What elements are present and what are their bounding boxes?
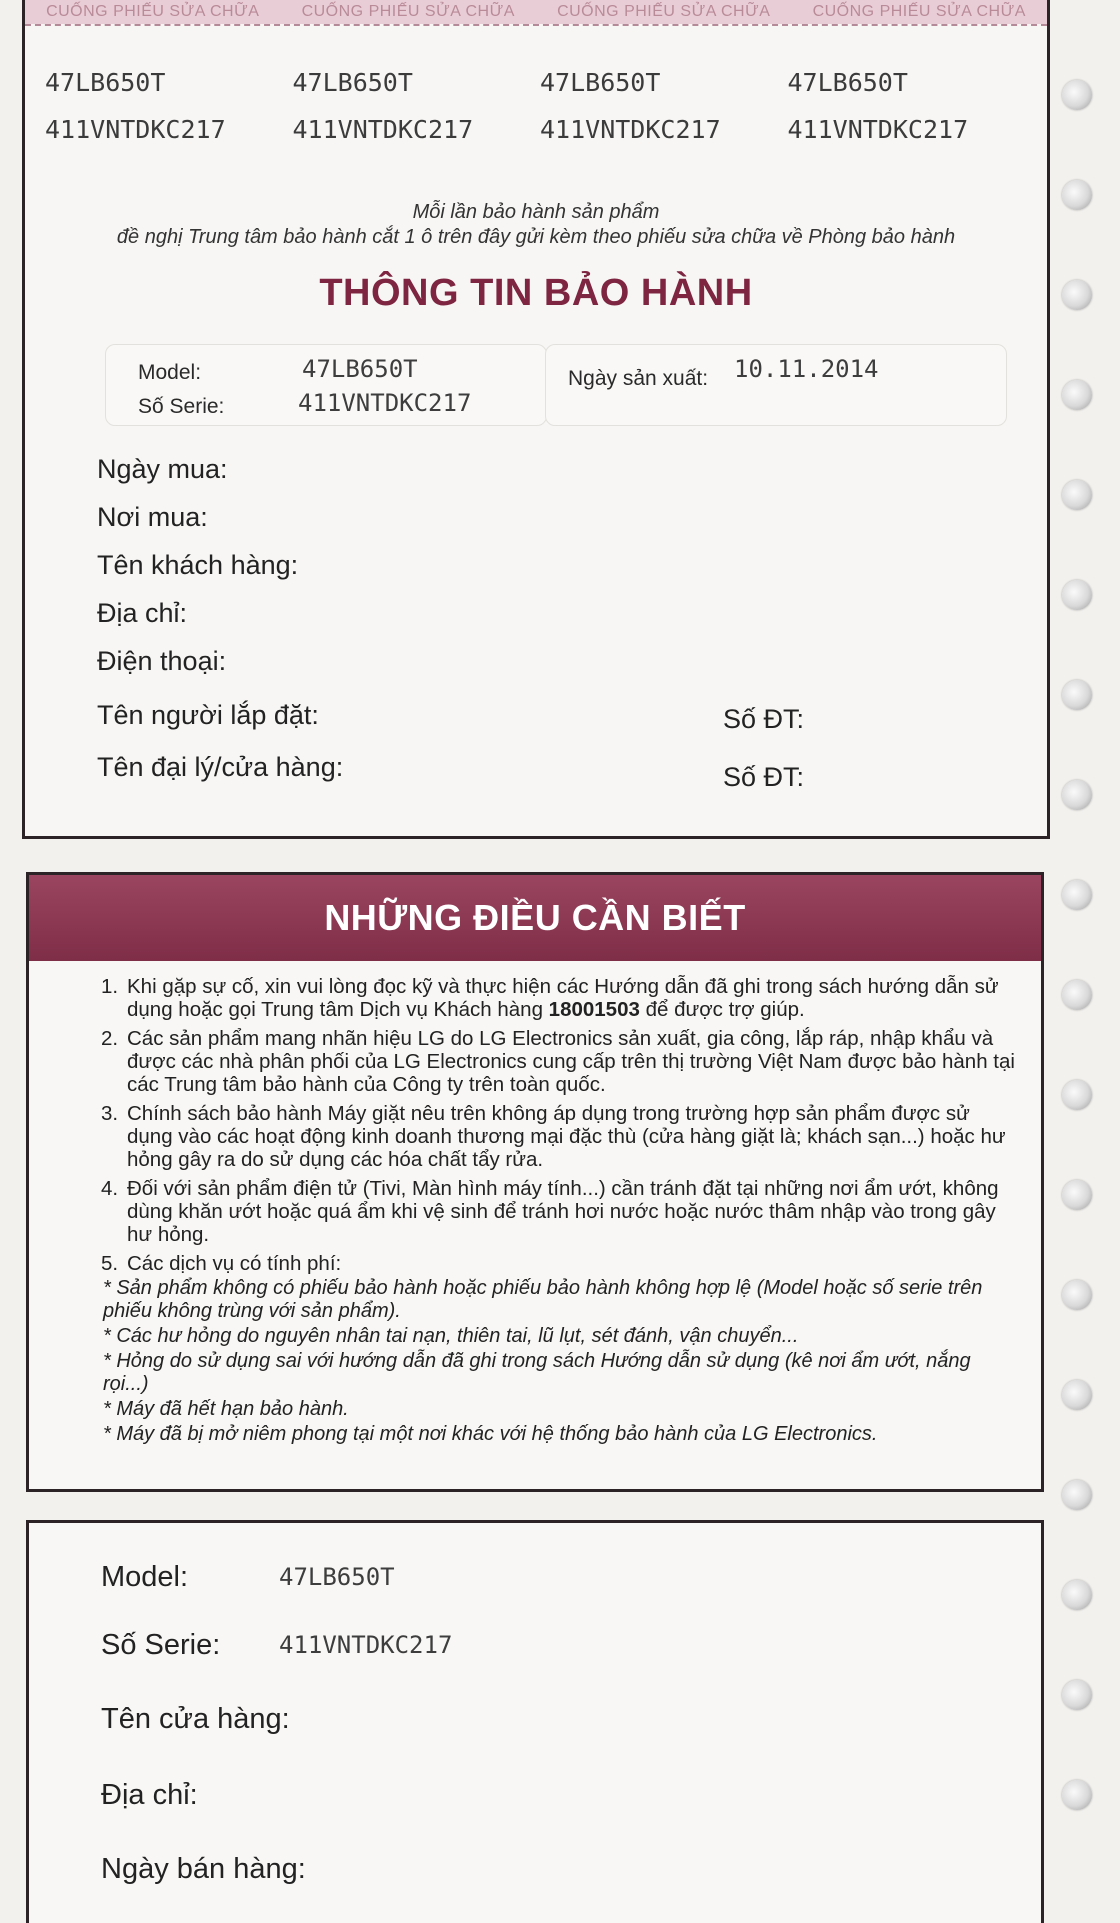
dealer-name-field[interactable]: Tên đại lý/cửa hàng: <box>97 752 344 782</box>
slip-serial: 411VNTDKC217 <box>292 115 474 144</box>
tear-line <box>25 24 1047 26</box>
installer-name-field[interactable]: Tên người lắp đặt: <box>97 700 319 730</box>
rule-text: Chính sách bảo hành Máy giặt nêu trên không áp dụng trong trường hợp sản phẩm được sử dụng vào các hoạt động kinh doanh thương mại đặc thù (cửa hàng giặt là; khách sạn...) hoặc hư hỏng gây ra do sử dụng các hóa chất tẩy rửa. <box>127 1102 1006 1171</box>
slip-instruction <box>25 200 1047 250</box>
installer-phone-field[interactable]: Số ĐT: <box>723 704 805 734</box>
stub-model-value: 47LB650T <box>279 1563 395 1591</box>
stub-address-field[interactable]: Địa chỉ: <box>101 1779 198 1811</box>
rule-text: Các dịch vụ có tính phí: <box>127 1252 342 1275</box>
rule-number: 5. <box>101 1252 119 1275</box>
slip-model: 47LB650T <box>292 68 413 97</box>
perforation-hole-icon <box>1062 1580 1092 1610</box>
perforation-hole-icon <box>1062 580 1092 610</box>
rule-text <box>127 975 1021 1021</box>
fee-item: * Các hư hỏng do nguyên nhân tai nạn, thiên tai, lũ lụt, sét đánh, vận chuyển... <box>103 1325 799 1347</box>
slip-serial: 411VNTDKC217 <box>45 115 226 144</box>
perforation-hole-icon <box>1062 480 1092 510</box>
stub-sale-date-field[interactable]: Ngày bán hàng: <box>101 1853 306 1885</box>
manufacture-date-box <box>545 344 1007 426</box>
rule-text: Đối với sản phẩm điện tử (Tivi, Màn hình máy tính...) cần tránh đặt tại những nơi ẩm ướt, không dùng khăn ướt hoặc quá ẩm khi vệ sinh để tránh hơi nước hoặc nước thâm nhập vào trong gây hư hỏng. <box>127 1177 999 1246</box>
rule-item <box>101 975 1021 1021</box>
model-serial-box <box>105 344 547 426</box>
slip-model: 47LB650T <box>45 68 166 97</box>
slip-instruction-line: đề nghị Trung tâm bảo hành cắt 1 ô trên đây gửi kèm theo phiếu sửa chữa về Phòng bảo hành <box>116 226 956 248</box>
warranty-title: THÔNG TIN BẢO HÀNH <box>319 272 753 314</box>
cut-slip[interactable] <box>293 68 541 144</box>
perforation-hole-icon <box>1062 780 1092 810</box>
cut-slip[interactable] <box>540 68 788 144</box>
rule-number: 2. <box>101 1027 119 1050</box>
rule-item <box>101 1027 1021 1096</box>
perforation-hole-icon <box>1062 1680 1092 1710</box>
perforation-hole-icon <box>1062 1180 1092 1210</box>
customer-name-field[interactable]: Tên khách hàng: <box>97 550 299 580</box>
fee-item: * Sản phẩm không có phiếu bảo hành hoặc phiếu bảo hành không hợp lệ (Model hoặc số serie trên phiếu không trùng với sản phẩm). <box>103 1277 983 1322</box>
perforation-hole-icon <box>1062 280 1092 310</box>
rules-list <box>101 975 1021 1446</box>
rule-item <box>101 1252 1021 1275</box>
perforation-hole-icon <box>1062 1380 1092 1410</box>
phone-field[interactable]: Điện thoại: <box>97 646 227 676</box>
repair-stub-label: CUỐNG PHIẾU SỬA CHỮA <box>46 3 260 20</box>
stub-serial-label: Số Serie: <box>101 1629 221 1661</box>
things-to-know-title: NHỮNG ĐIỀU CẦN BIẾT <box>29 875 1041 961</box>
model-value: 47LB650T <box>302 355 418 383</box>
slip-serial: 411VNTDKC217 <box>540 115 721 144</box>
model-label: Model: <box>138 361 202 384</box>
repair-stub-label: CUỐNG PHIẾU SỬA CHỮA <box>301 3 515 20</box>
cut-slip[interactable] <box>788 68 1036 144</box>
fee-item: * Máy đã bị mở niêm phong tại một nơi khác với hệ thống bảo hành của LG Electronics. <box>103 1423 878 1445</box>
perforation-hole-icon <box>1062 1080 1092 1110</box>
warranty-info-section <box>22 0 1050 839</box>
rule-text: Các sản phẩm mang nhãn hiệu LG do LG Electronics sản xuất, gia công, lắp ráp, nhập khẩu và được các nhà phân phối của LG Electronics cung cấp trên thị trường Việt Nam được bảo hành tại các Trung tâm bảo hành của Công ty trên toàn quốc. <box>127 1027 1015 1096</box>
serial-value: 411VNTDKC217 <box>298 389 472 417</box>
manufacture-date-value: 10.11.2014 <box>734 355 879 383</box>
fee-item: * Hỏng do sử dụng sai với hướng dẫn đã ghi trong sách Hướng dẫn sử dụng (kê nơi ẩm ướt, nắng rọi...) <box>103 1350 971 1395</box>
cut-slips <box>45 68 1035 144</box>
rule-text-body: Khi gặp sự cố, xin vui lòng đọc kỹ và thực hiện các Hướng dẫn đã ghi trong sách hướng dẫn sử dụng hoặc gọi Trung tâm Dịch vụ Khách hàng <box>127 975 999 1021</box>
slip-model: 47LB650T <box>540 68 661 97</box>
perforation-hole-icon <box>1062 980 1092 1010</box>
cut-slip[interactable] <box>45 68 293 144</box>
stub-model-label: Model: <box>101 1561 189 1593</box>
fee-item: * Máy đã hết hạn bảo hành. <box>103 1398 349 1420</box>
perforation-holes <box>1056 60 1106 1880</box>
purchase-date-field[interactable]: Ngày mua: <box>97 454 228 484</box>
perforation-hole-icon <box>1062 80 1092 110</box>
hotline-number: 18001503 <box>548 998 640 1021</box>
perforation-hole-icon <box>1062 380 1092 410</box>
perforation-hole-icon <box>1062 880 1092 910</box>
stub-store-field[interactable]: Tên cửa hàng: <box>101 1703 290 1735</box>
perforation-hole-icon <box>1062 180 1092 210</box>
rule-item <box>101 1177 1021 1246</box>
rule-number: 4. <box>101 1177 119 1200</box>
perforation-hole-icon <box>1062 1280 1092 1310</box>
rule-item <box>101 1102 1021 1171</box>
stub-serial-value: 411VNTDKC217 <box>279 1631 453 1659</box>
perforation-hole-icon <box>1062 1780 1092 1810</box>
repair-stub-label: CUỐNG PHIẾU SỬA CHỮA <box>557 3 771 20</box>
address-field[interactable]: Địa chỉ: <box>97 598 188 628</box>
perforation-hole-icon <box>1062 680 1092 710</box>
manufacture-date-label: Ngày sản xuất: <box>568 367 709 390</box>
repair-stub-strip <box>25 0 1047 24</box>
slip-instruction-line: Mỗi lần bảo hành sản phẩm <box>412 201 660 223</box>
rule-number: 3. <box>101 1102 119 1125</box>
purchase-place-field[interactable]: Nơi mua: <box>97 502 208 532</box>
dealer-phone-field[interactable]: Số ĐT: <box>723 762 805 792</box>
repair-stub-label: CUỐNG PHIẾU SỬA CHỮA <box>812 3 1026 20</box>
things-to-know-section <box>26 872 1044 1492</box>
slip-serial: 411VNTDKC217 <box>787 115 969 144</box>
perforation-hole-icon <box>1062 1480 1092 1510</box>
rule-number: 1. <box>101 975 119 998</box>
rule-text-tail: để được trợ giúp. <box>645 998 805 1021</box>
dealer-stub-section <box>26 1520 1044 1923</box>
slip-model: 47LB650T <box>787 68 908 97</box>
serial-label: Số Serie: <box>138 395 225 418</box>
